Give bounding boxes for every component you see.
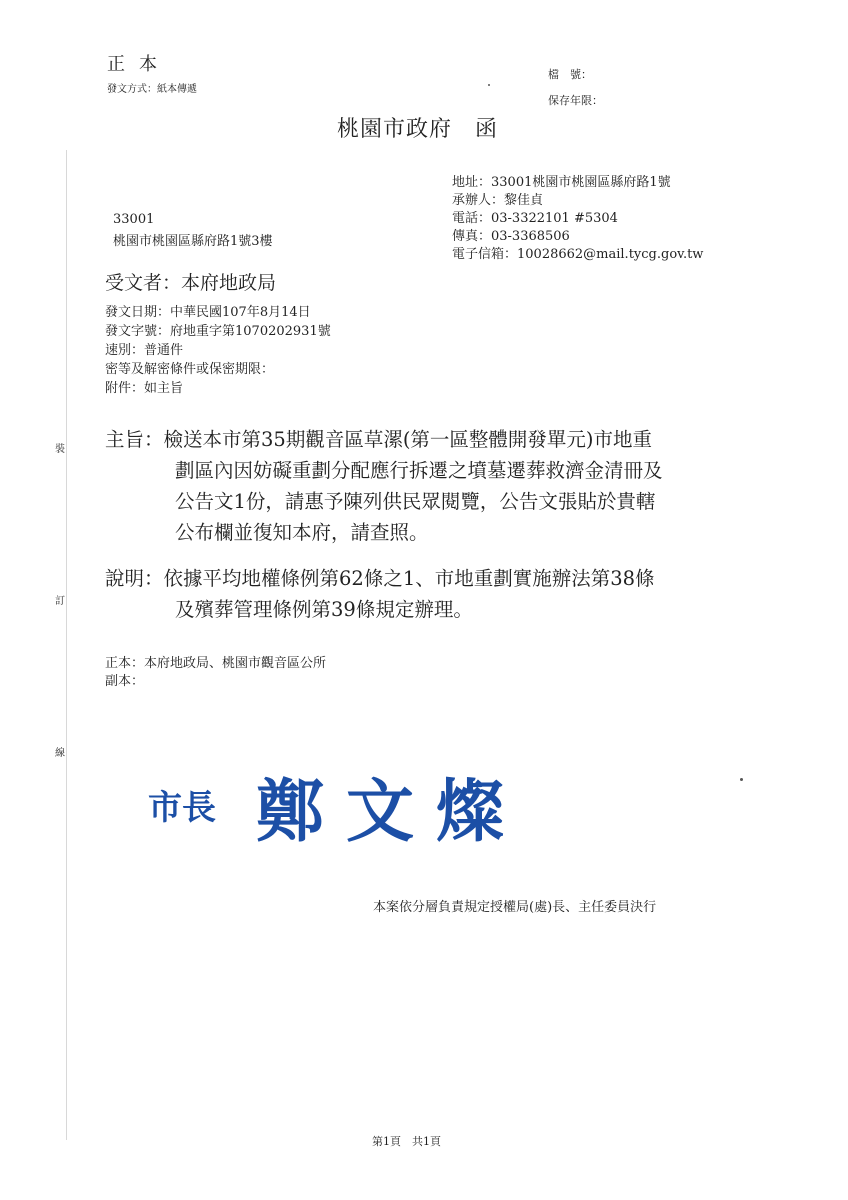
mayor-title: 市長	[148, 788, 216, 828]
document-number: 發文字號：府地重字第1070202931號	[105, 324, 331, 339]
explanation-line-1: 依據平均地權條例第62條之1、市地重劃實施辦法第38條	[163, 567, 655, 590]
explanation-line-2: 及殯葬管理條例第39條規定辦理。	[175, 598, 473, 621]
contact-email: 電子信箱：10028662@mail.tycg.gov.tw	[452, 247, 704, 262]
send-method: 發文方式：紙本傳遞	[107, 84, 197, 95]
copy-type: 正本	[107, 54, 171, 75]
scan-speck	[488, 84, 490, 86]
contact-handler: 承辦人：黎佳貞	[452, 193, 544, 208]
explanation-label: 說明：	[105, 567, 164, 590]
issue-date: 發文日期：中華民國107年8月14日	[105, 305, 311, 320]
subject-section	[105, 424, 663, 548]
subject-line-1: 檢送本市第35期觀音區草漯(第一區整體開發單元)市地重	[163, 428, 653, 451]
explanation-section	[105, 563, 655, 625]
mailing-zip: 33001	[113, 212, 155, 227]
scan-speck	[740, 778, 743, 781]
binding-edge-line	[66, 150, 67, 1140]
contact-address: 地址：33001桃園市桃園區縣府路1號	[452, 175, 671, 190]
contact-phone: 電話：03-3322101 #5304	[452, 211, 618, 226]
subject-label: 主旨：	[105, 428, 164, 451]
mailing-address: 桃園市桃園區縣府路1號3樓	[113, 234, 273, 249]
attachment: 附件：如主旨	[105, 381, 184, 396]
copy-recipients: 副本：	[105, 674, 145, 689]
retention-period-label: 保存年限：	[548, 94, 603, 107]
contact-block	[452, 174, 703, 264]
page-number: 第1頁 共1頁	[372, 1135, 441, 1148]
file-number-label: 檔 號：	[548, 68, 592, 81]
subject-line-2: 劃區內因妨礙重劃分配應行拆遷之墳墓遷葬救濟金清冊及	[175, 459, 663, 482]
binding-mark-zhuang: 裝	[55, 444, 65, 455]
binding-mark-xian: 線	[55, 748, 65, 759]
contact-fax: 傳真：03-3368506	[452, 229, 570, 244]
subject-line-3: 公告文1份，請惠予陳列供民眾閱覽，公告文張貼於貴轄	[175, 490, 656, 513]
secrecy-level: 密等及解密條件或保密期限：	[105, 362, 275, 377]
recipient: 受文者：本府地政局	[105, 272, 277, 294]
meta-block	[105, 303, 331, 398]
document-title: 桃園市政府 函	[337, 117, 499, 142]
original-recipients: 正本：本府地政局、桃園市觀音區公所	[105, 656, 327, 671]
distribution-block	[105, 655, 326, 691]
mayor-name: 鄭文燦	[256, 772, 527, 852]
delegation-note: 本案依分層負責規定授權局(處)長、主任委員決行	[373, 900, 657, 915]
subject-line-4: 公布欄並復知本府，請查照。	[175, 521, 429, 544]
binding-mark-ding: 訂	[55, 596, 65, 607]
speed-class: 速別：普通件	[105, 343, 184, 358]
